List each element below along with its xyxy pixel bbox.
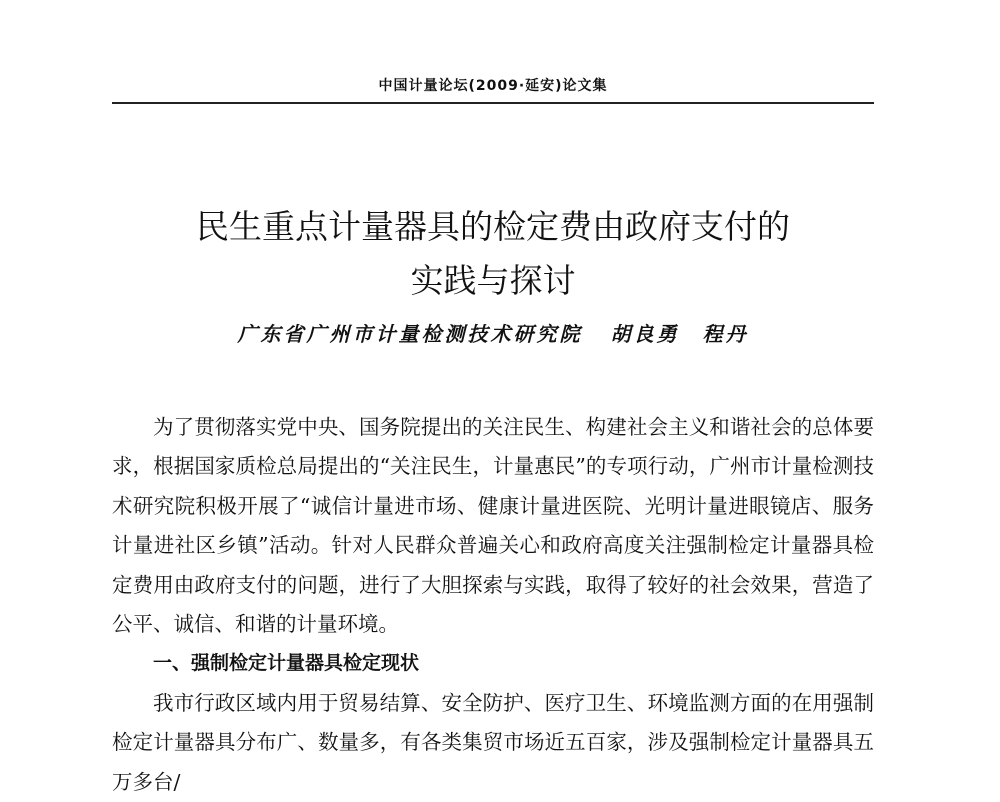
body-text — [112, 408, 874, 802]
title-line-1: 民生重点计量器具的检定费由政府支付的 — [196, 207, 790, 246]
author-names: 胡良勇 程丹 — [610, 322, 749, 346]
paragraph-section-1: 我市行政区域内用于贸易结算、安全防护、医疗卫生、环境监测方面的在用强制检定计量器具分布广、数量多，有各类集贸市场近五百家，涉及强制检定计量器具五万多台/ — [112, 690, 874, 794]
header-rule — [112, 102, 874, 104]
byline — [112, 318, 874, 347]
title-line-2: 实践与探讨 — [410, 261, 576, 300]
section-heading-1: 一、强制检定计量器具检定现状 — [153, 652, 420, 675]
paragraph-intro: 为了贯彻落实党中央、国务院提出的关注民生、构建社会主义和谐社会的总体要求，根据国家质检总局提出的“关注民生，计量惠民”的专项行动，广州市计量检测技术研究院积极开展了“诚信计量进市场、健康计量进医院、光明计量进眼镜店、服务计量进社区乡镇”活动。针对人民群众普遍关心和政府高度关注强制检定计量器具检定费用由政府支付的问题，进行了大胆探索与实践，取得了较好的社会效果，营造了公平、诚信、和谐的计量环境。 — [112, 415, 874, 637]
paper-title — [112, 200, 874, 308]
author-institution: 广东省广州市计量检测技术研究院 — [237, 322, 583, 346]
running-header: 中国计量论坛(2009·延安)论文集 — [378, 78, 608, 94]
